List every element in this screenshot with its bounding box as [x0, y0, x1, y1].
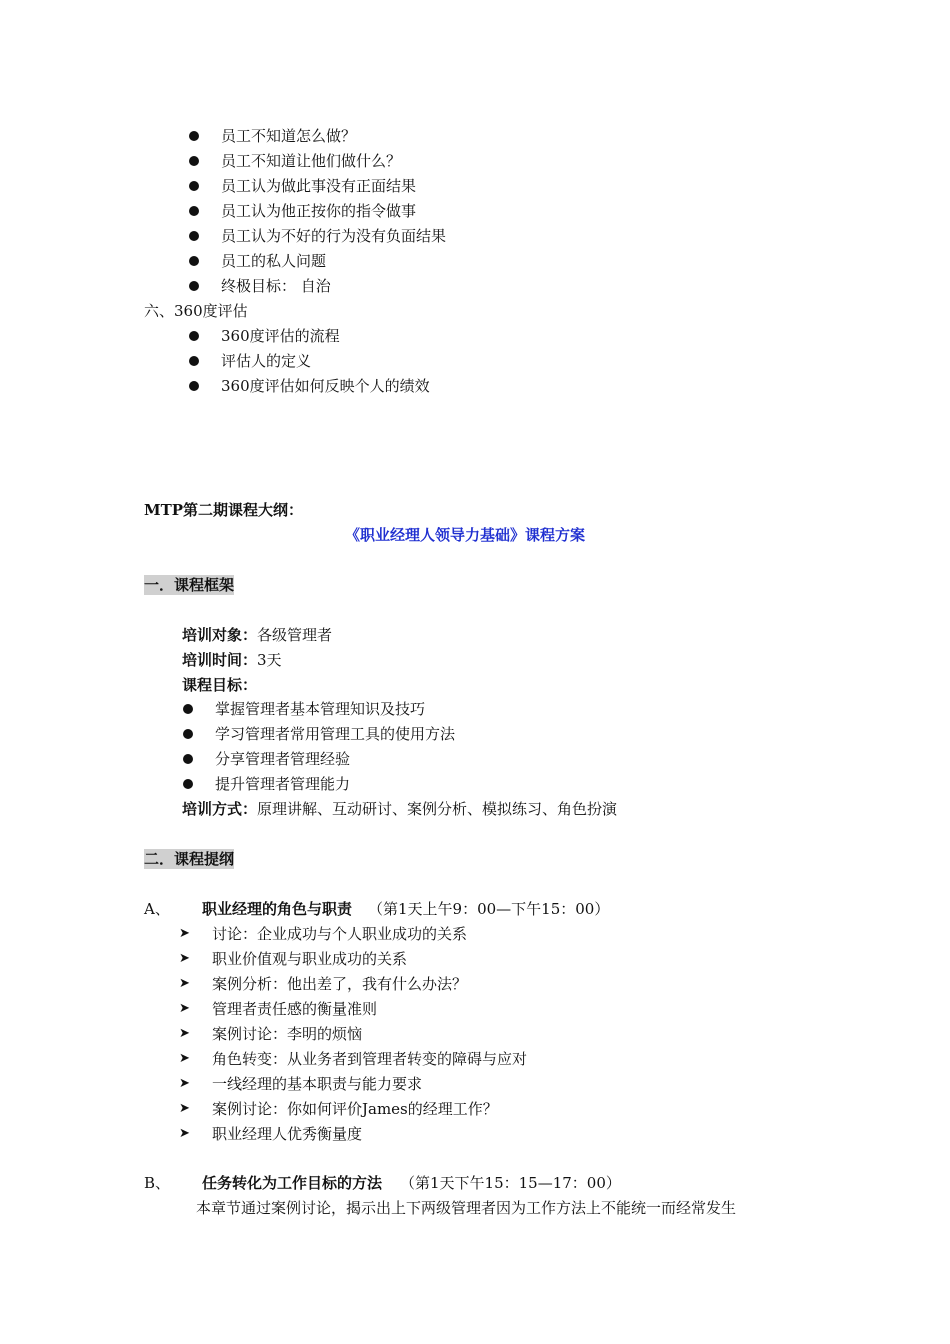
target-label: 培训对象： [182, 626, 258, 644]
list-item: 掌握管理者基本管理知识及技巧 [215, 700, 426, 718]
outline-heading: 二．课程提纲 [144, 850, 235, 868]
list-item: 学习管理者常用管理工具的使用方法 [215, 725, 456, 743]
training-target [182, 625, 332, 645]
bullet-icon [189, 131, 199, 141]
bullet-icon [189, 356, 199, 366]
mtp-title: MTP第二期课程大纲： [144, 501, 304, 519]
list-item: 终极目标： 自治 [221, 277, 331, 295]
list-item: 360度评估的流程 [221, 327, 340, 345]
list-item: 提升管理者管理能力 [215, 775, 351, 793]
bullet-icon [189, 231, 199, 241]
list-item: 角色转变：从业务者到管理者转变的障碍与应对 [212, 1050, 528, 1068]
list-item: 案例分析：他出差了，我有什么办法？ [212, 975, 468, 993]
bullet-icon [189, 181, 199, 191]
section-heading: 六、360度评估 [144, 302, 248, 320]
arrow-icon: ➤ [179, 976, 190, 991]
method-label: 培训方式： [182, 800, 258, 818]
list-item: 案例讨论：你如何评价James的经理工作？ [212, 1100, 498, 1118]
list-item: 职业价值观与职业成功的关系 [212, 950, 408, 968]
duration-value: 3天 [257, 651, 282, 669]
bullet-icon [189, 156, 199, 166]
method-value: 原理讲解、互动研讨、案例分析、模拟练习、角色扮演 [257, 800, 618, 818]
bullet-icon [183, 754, 193, 764]
list-item: 员工认为不好的行为没有负面结果 [221, 227, 447, 245]
arrow-icon: ➤ [179, 926, 190, 941]
arrow-icon: ➤ [179, 1126, 190, 1141]
bullet-icon [183, 779, 193, 789]
goal-label: 课程目标： [182, 676, 258, 694]
module-title: 职业经理的角色与职责 [202, 900, 353, 918]
arrow-icon: ➤ [179, 951, 190, 966]
list-item: 员工认为他正按你的指令做事 [221, 202, 417, 220]
arrow-icon: ➤ [179, 1026, 190, 1041]
list-item: 评估人的定义 [221, 352, 312, 370]
arrow-icon: ➤ [179, 1076, 190, 1091]
training-duration [182, 650, 282, 670]
list-item: 360度评估如何反映个人的绩效 [221, 377, 430, 395]
module-a-time: （第1天上午9：00—下午15：00） [368, 900, 610, 918]
list-item: 讨论：企业成功与个人职业成功的关系 [212, 925, 468, 943]
module-b-time: （第1天下午15：15—17：00） [400, 1174, 621, 1192]
bullet-icon [189, 381, 199, 391]
bullet-icon [189, 206, 199, 216]
list-item: 员工认为做此事没有正面结果 [221, 177, 417, 195]
bullet-icon [183, 704, 193, 714]
training-method [182, 799, 617, 819]
arrow-icon: ➤ [179, 1051, 190, 1066]
module-title: 任务转化为工作目标的方法 [202, 1174, 383, 1192]
module-a-heading [144, 899, 353, 919]
list-item: 管理者责任感的衡量准则 [212, 1000, 378, 1018]
list-item: 案例讨论：李明的烦恼 [212, 1025, 363, 1043]
bullet-icon [189, 256, 199, 266]
module-marker: B、 [144, 1174, 171, 1192]
module-b-heading [144, 1173, 383, 1193]
list-item: 职业经理人优秀衡量度 [212, 1125, 363, 1143]
duration-label: 培训时间： [182, 651, 258, 669]
bullet-icon [189, 331, 199, 341]
bullet-icon [183, 729, 193, 739]
list-item: 一线经理的基本职责与能力要求 [212, 1075, 423, 1093]
bullet-icon [189, 281, 199, 291]
target-value: 各级管理者 [257, 626, 333, 644]
course-title: 《职业经理人领导力基础》课程方案 [345, 526, 586, 544]
list-item: 员工不知道怎么做？ [221, 127, 357, 145]
module-b-description: 本章节通过案例讨论，揭示出上下两级管理者因为工作方法上不能统一而经常发生 [196, 1199, 737, 1217]
arrow-icon: ➤ [179, 1101, 190, 1116]
module-marker: A、 [144, 900, 170, 918]
list-item: 员工的私人问题 [221, 252, 327, 270]
list-item: 员工不知道让他们做什么？ [221, 152, 402, 170]
framework-heading: 一．课程框架 [144, 576, 235, 594]
arrow-icon: ➤ [179, 1001, 190, 1016]
list-item: 分享管理者管理经验 [215, 750, 351, 768]
